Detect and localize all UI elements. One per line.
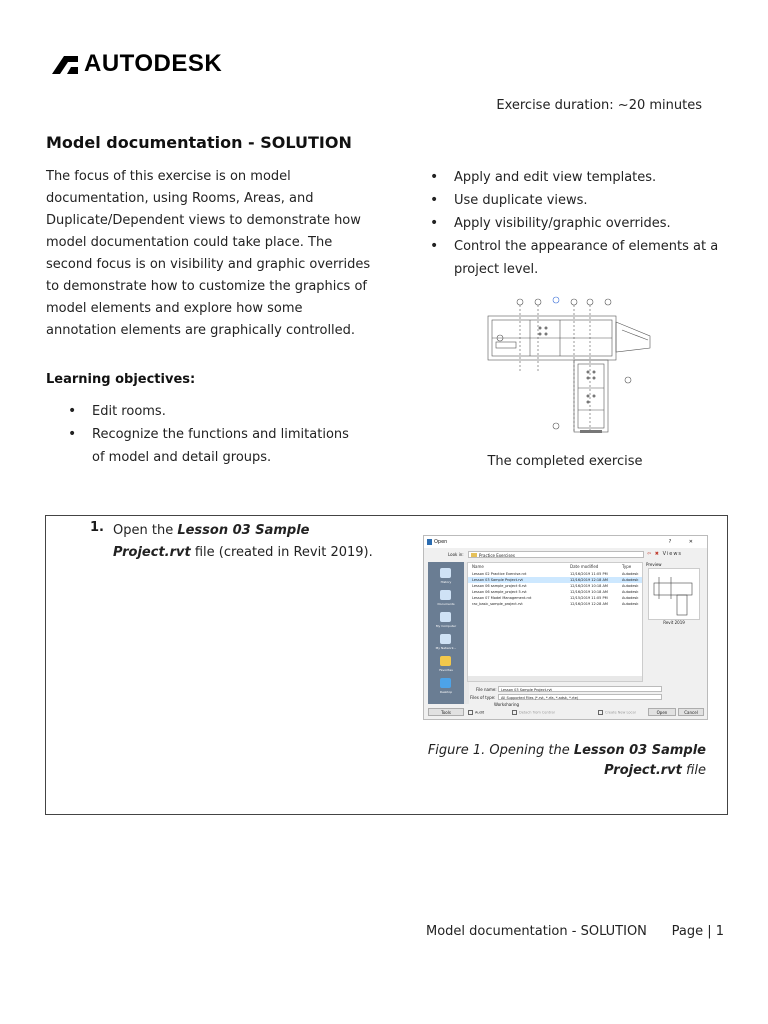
preview-pane	[646, 562, 702, 682]
file-name: Lesson 06 sample_project 5.rvt	[472, 590, 527, 594]
file-date: 12/16/2019 12:28 AM	[570, 602, 608, 606]
right-bullet-list	[430, 166, 730, 281]
file-type-select[interactable]: All Supported Files (*.rvt, *.rfa, *.adsk, *.rte)	[498, 694, 662, 700]
place-label[interactable]: Documents	[437, 602, 455, 606]
file-date: 12/16/2019 12:18 AM	[570, 578, 608, 582]
list-item: • Apply visibility/graphic overrides.	[430, 212, 730, 235]
file-name: Lesson 07 Model Management.rvt	[472, 596, 532, 600]
figure-caption	[420, 741, 706, 781]
place-label[interactable]: History	[440, 580, 452, 584]
toolbar-icons[interactable]: ⇦ ✖ Views	[647, 551, 683, 557]
figure-caption-bold: Lesson 03 Sample Project.rvt	[573, 743, 706, 778]
file-name-input[interactable]: Lesson 03 Sample Project.rvt	[498, 686, 662, 692]
autodesk-logo	[52, 50, 222, 78]
file-type: Autodesk	[622, 584, 639, 588]
worksharing-label: Worksharing	[494, 702, 520, 707]
file-type: Autodesk	[622, 590, 639, 594]
tools-button[interactable]: Tools	[428, 708, 464, 716]
folder-icon	[471, 553, 477, 557]
file-type: Autodesk	[622, 578, 639, 582]
window-buttons[interactable]: ? ✕	[668, 539, 701, 545]
preview-thumbnail	[648, 568, 700, 620]
file-date: 12/15/2019 11:05 PM	[570, 596, 608, 600]
autodesk-logo-icon	[52, 54, 78, 74]
look-in-dropdown[interactable]	[468, 551, 644, 558]
horizontal-scrollbar[interactable]	[468, 676, 642, 681]
file-name: Lesson 02 Practice Exercise.rvt	[472, 572, 527, 576]
detach-label: Detach from Central	[519, 710, 555, 715]
plan-caption: The completed exercise	[487, 454, 643, 469]
place-label[interactable]: Favorites	[439, 668, 453, 672]
step-text-after: file (created in Revit 2019).	[190, 545, 373, 560]
figure-caption-prefix: Figure 1. Opening the	[427, 743, 574, 758]
preview-label: Preview	[646, 562, 662, 567]
file-date: 12/16/2019 10:18 AM	[570, 590, 608, 594]
file-date: 12/16/2019 10:18 AM	[570, 584, 608, 588]
place-label[interactable]: Desktop	[439, 690, 453, 694]
desktop-icon[interactable]	[440, 678, 451, 688]
dialog-title: Open	[434, 539, 448, 545]
list-item: • Apply and edit view templates.	[430, 166, 730, 189]
place-label[interactable]: My Computer	[435, 624, 457, 628]
list-item: • Edit rooms.	[68, 400, 358, 423]
file-type-label: Files of type:	[470, 695, 496, 700]
column-header-date[interactable]: Date modified	[570, 564, 599, 569]
exercise-duration: Exercise duration: ~20 minutes	[496, 98, 702, 113]
places-sidebar	[428, 562, 464, 704]
file-name: rac_basic_sample_project.rvt	[472, 602, 523, 606]
place-label[interactable]: My Network...	[435, 646, 457, 650]
column-header-name[interactable]: Name	[472, 564, 484, 569]
footer-doc-title: Model documentation - SOLUTION	[426, 924, 647, 939]
step-number: 1.	[90, 520, 104, 535]
history-icon[interactable]	[440, 568, 451, 578]
open-button[interactable]: Open	[648, 708, 676, 716]
look-in-label: Look in:	[448, 552, 464, 557]
file-name: Lesson 06 sample_project 6.rvt	[472, 584, 527, 588]
file-date: 12/16/2019 11:05 PM	[570, 572, 608, 576]
revit-icon	[427, 539, 432, 545]
file-type: Autodesk	[622, 596, 639, 600]
audit-checkbox[interactable]	[468, 710, 484, 715]
open-dialog	[423, 535, 708, 720]
file-type: Autodesk	[622, 572, 639, 576]
list-item: • Use duplicate views.	[430, 189, 730, 212]
list-item: • Control the appearance of elements at a project level.	[430, 235, 730, 281]
dialog-titlebar	[424, 536, 707, 548]
figure-caption-suffix: file	[681, 763, 706, 778]
list-item: • Recognize the functions and limitations of model and detail groups.	[68, 423, 358, 469]
logo-text: AUTODESK	[84, 50, 223, 77]
footer-page-number: Page | 1	[671, 924, 724, 939]
page-title: Model documentation - SOLUTION	[46, 133, 352, 152]
page-footer	[426, 924, 724, 939]
step-file-name: Lesson 03 Sample Project.rvt	[113, 523, 310, 560]
cancel-button[interactable]: Cancel	[678, 708, 704, 716]
favorites-icon[interactable]	[440, 656, 451, 666]
file-type: Autodesk	[622, 602, 639, 606]
floor-plan-image	[470, 292, 660, 442]
create-local-label: Create New Local	[605, 710, 636, 715]
version-text: Revit 2019	[663, 620, 685, 625]
detach-checkbox[interactable]	[512, 710, 555, 715]
network-icon[interactable]	[440, 634, 451, 644]
documents-icon[interactable]	[440, 590, 451, 600]
step-text	[113, 520, 388, 564]
create-local-checkbox[interactable]	[598, 710, 636, 715]
objectives-list	[68, 400, 358, 469]
look-in-value: Practice Exercises	[479, 553, 515, 558]
file-list	[467, 562, 643, 682]
computer-icon[interactable]	[440, 612, 451, 622]
file-name-label: File name:	[476, 687, 497, 692]
file-name: Lesson 03 Sample Project.rvt	[472, 578, 523, 582]
step-text-before: Open the	[113, 523, 178, 538]
views-label[interactable]: Views	[662, 551, 683, 557]
table-row[interactable]	[468, 601, 642, 607]
intro-paragraph: The focus of this exercise is on model documentation, using Rooms, Areas, and Duplicate/Dependent views to demonstrate how model documentation could take place. The second focus is on visibility and graphic overrides to demonstrate how to customize the graphics of model elements and explore how some annotation elements are graphically controlled.	[46, 169, 371, 338]
objectives-heading: Learning objectives:	[46, 372, 196, 387]
column-header-type[interactable]: Type	[622, 564, 632, 569]
audit-label: Audit	[475, 710, 485, 715]
